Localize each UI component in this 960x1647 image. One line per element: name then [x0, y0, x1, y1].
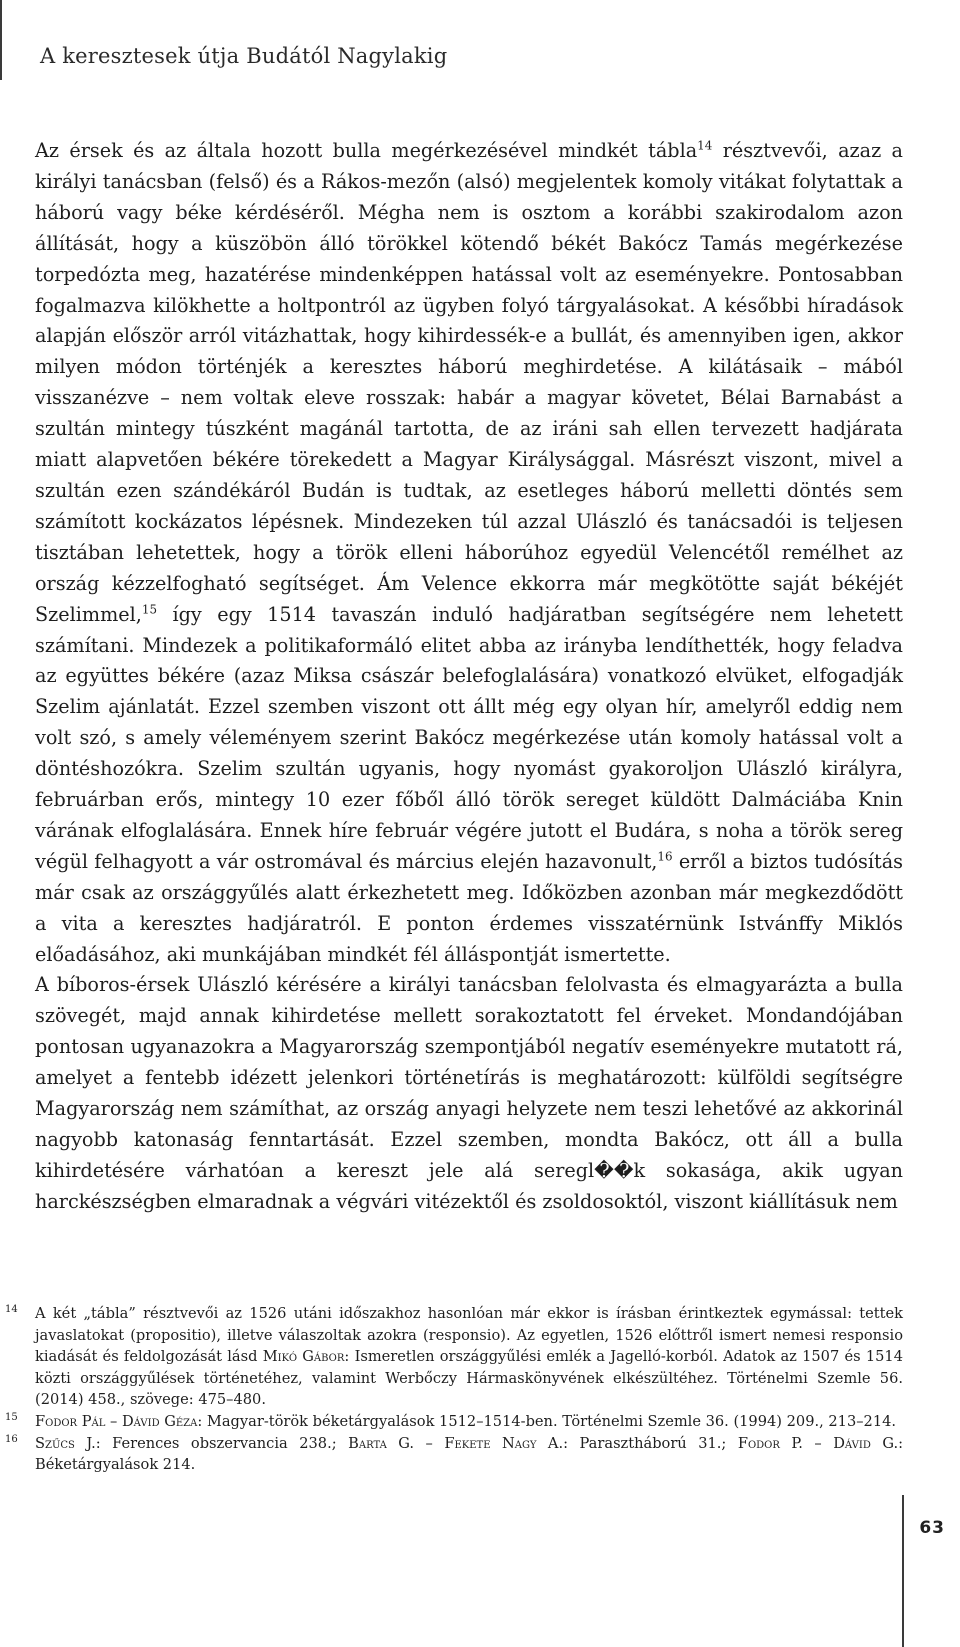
paragraph: Az érsek és az általa hozott bulla megérkezésével mindkét tábla$^{14}$ résztvevői, azaz a királyi tanácsban (felső) és a Rákos-mezőn (alsó) megjelentek komoly vitákat folytattak a háború vagy béke kérdéséről. Mégha nem is osztom a korábbi szakirodalom azon állítását, hogy a küszöbön álló törökkel kötendő békét Bakócz Tamás megérkezése torpedózta meg, hazatérése mindenképpen hatással volt az eseményekre. Pontosabban fogalmazva kilökhette a holtpontról az ügyben folyó tárgyalásokat. A későbbi híradások alapján először arról vitázhattak, hogy kihirdessék-e a bullát, és amennyiben igen, akkor milyen módon történjék a keresztes háború meghirdetése. A kilátásaik – mából visszanézve – nem voltak eleve rosszak: habár a magyar követet, Bélai Barnabást a szultán mintegy túszként magánál tartotta, de az iráni sah ellen tervezett hadjárata miatt alapvetően békére törekedett a Magyar Királysággal. Másrészt viszont, mivel a szultán ezen szándékáról Budán is tudtak, az esetleges háború melletti döntés sem számított kockázatos lépésnek. Mindezeken túl azzal Ulászló és tanácsadói is teljesen tisztában lehetettek, hogy a török elleni háborúhoz egyedül Velencétől remélhet az ország kézzelfogható segítséget. Ám Velence ekkorra már megkötötte saját békéjét Szelimmel,$^{15}$ így egy 1514 tavaszán induló hadjáratban segítségére nem lehetett számítani. Mindezek a politikaformáló elitet abba az irányba lendíthették, hogy feladva az együttes békére (azaz Miksa császár belefoglalására) vonatkozó elvüket, elfogadják Szelim ajánlatát. Ezzel szemben viszont ott állt még egy olyan hír, amelyről eddig nem volt szó, s amely véleményem szerint Bakócz megérkezése után komoly hatással volt a döntéshozókra. Szelim szultán ugyanis, hogy nyomást gyakoroljon Ulászló királyra, februárban erős, mintegy 10 ezer főből álló török sereget küldött Dalmáciába Knin várának elfoglalására. Ennek híre február végére jutott el Budára, s noha a török sereg végül felhagyott a vár ostromával és március elején hazavonult,$^{16}$ erről a biztos tudósítás már csak az országgyűlés alatt érkezhetett meg. Időközben azonban már megkezdődött a vita a keresztes hadjáratról. E ponton érdemes visszatérnünk Istvánffy Miklós előadásához, aki munkájában mindkét fél álláspontját ismertette.	[35, 138, 903, 966]
footnote-14: 14 A két „tábla” résztvevői az 1526 utáni időszakhoz hasonlóan már ekkor is írásban érintkeztek egymással: tettek javaslatokat (propositio), illetve válaszoltak azokra (responsio). Az egyetlen, 1526 előttről ismert nemesi responsio kiadását és feldolgozását lásd Mikó Gábor: Ismeretlen országgyűlési emlék a Jagelló-korból. Adatok az 1507 és 1514 közti országgyűlések történetéhez, valamint Werbőczy Hármaskönyvének elkészültéhez. Történelmi Szemle 56. (2014) 458., szövege: 475–480.	[35, 1303, 903, 1411]
body-text	[35, 136, 903, 1218]
footnote-ref[interactable]: 15	[141, 602, 158, 617]
top-margin-rule	[0, 0, 2, 80]
footnote-number: 14	[5, 1304, 18, 1315]
footnote-15: 15 Fodor Pál – Dávid Géza: Magyar-török béketárgyalások 1512–1514-ben. Történelmi Szemle 36. (1994) 209., 213–214.	[35, 1411, 903, 1433]
footnote-number: 15	[5, 1411, 18, 1423]
bottom-margin-rule	[902, 1495, 904, 1647]
footnote-ref[interactable]: 16	[657, 849, 673, 864]
footnote-ref[interactable]: 14	[697, 138, 713, 153]
paragraph: A bíboros-érsek Ulászló kérésére a királyi tanácsban felolvasta és elmagyarázta a bulla szövegét, majd annak kihirdetése mellett sorakoztatott fel érveket. Mondandójában pontosan ugyanazokra a Magyarország szempontjából negatív eseményekre mutatott rá, amelyet a fentebb idézett jelenkori történetírás is meghatározott: külföldi segítségre Magyarország nem számíthat, az ország anyagi helyzete nem teszi lehetővé az akkorinál nagyobb katonaság fenntartását. Ezzel szemben, mondta Bakócz, ott áll a bulla kihirdetésére várhatóan a kereszt jele alá seregl��k sokasága, akik ugyan harckészségben elmaradnak a végvári vitézektől és zsoldosoktól, viszont kiállításuk nem	[35, 973, 903, 1213]
footnotes	[5, 1303, 904, 1476]
page-number: 63	[919, 1518, 945, 1538]
footnote-number: 16	[5, 1433, 18, 1445]
running-head: A keresztesek útja Budától Nagylakig	[40, 44, 448, 68]
footnote-16: 16 Szűcs J.: Ferences obszervancia 238.; Barta G. – Fekete Nagy A.: Parasztháború 31.; Fodor P. – Dávid G.: Béketárgyalások 214.	[35, 1433, 903, 1476]
